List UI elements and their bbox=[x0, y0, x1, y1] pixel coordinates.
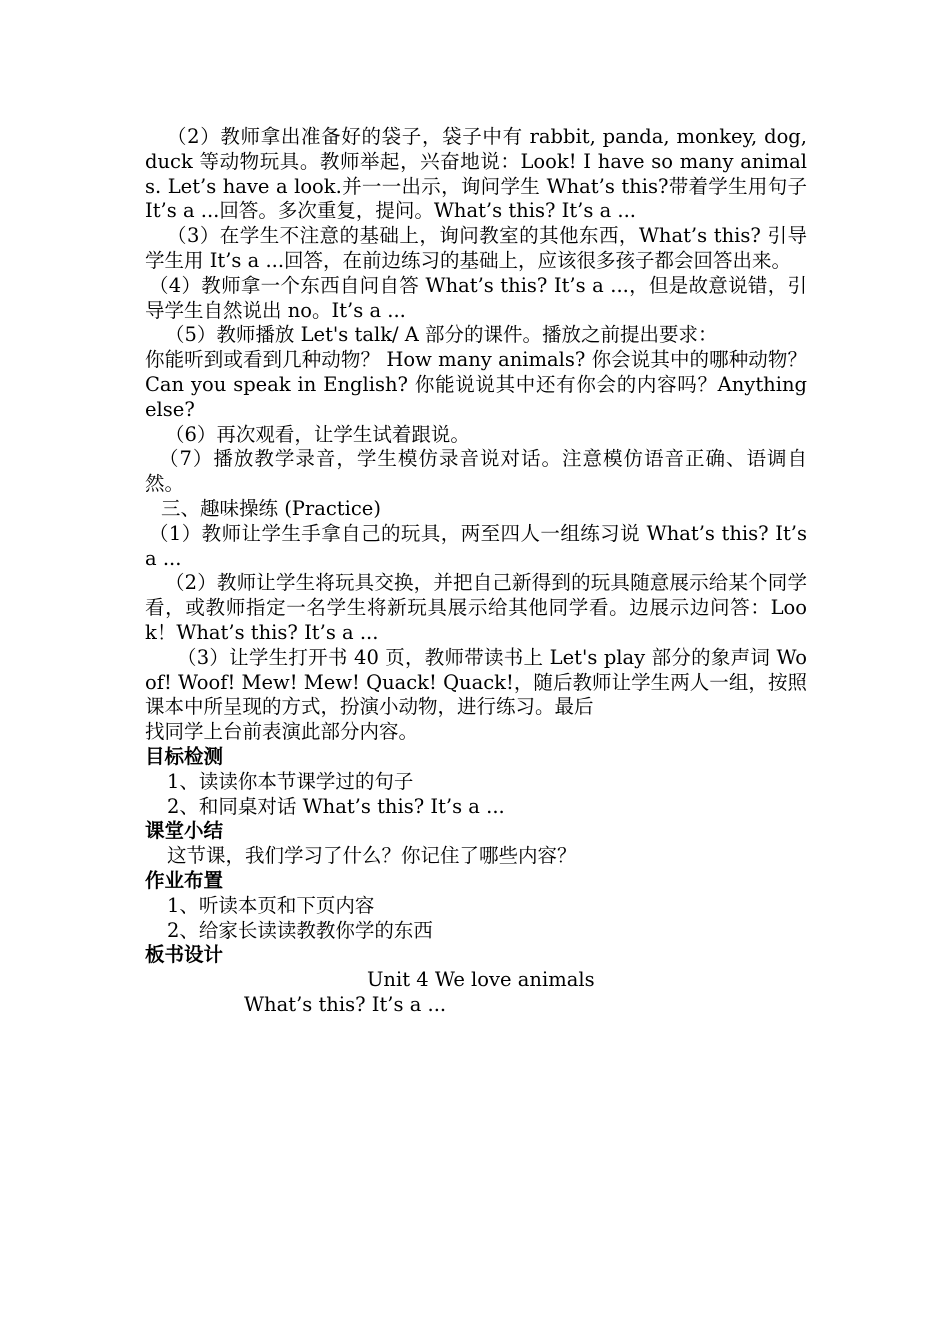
homework-heading: 作业布置 bbox=[145, 868, 224, 892]
paragraph-step-5: （5）教师播放 Let's talk/ A 部分的课件。播放之前提出要求： bbox=[165, 323, 718, 347]
paragraph-step-6: （6）再次观看，让学生试着跟说。 bbox=[165, 422, 470, 446]
board-heading: 板书设计 bbox=[145, 943, 224, 967]
summary-text: 这节课，我们学习了什么？你记住了哪些内容？ bbox=[167, 844, 577, 868]
paragraph-practice-3: （3）让学生打开书 40 页，教师带读书上 Let's play 部分的象声词 Woof! Woof! Mew! Mew! Quack! Quack!，随后教师让学生两人一组，按照课本中所呈现的方式，扮演小动物，进行练习。最后 bbox=[145, 645, 807, 719]
summary-heading: 课堂小结 bbox=[145, 819, 224, 843]
section-practice-title: 三、趣味操练 (Practice) bbox=[161, 496, 381, 520]
document-body bbox=[145, 125, 807, 1018]
paragraph-practice-3-end: 找同学上台前表演此部分内容。 bbox=[145, 720, 419, 744]
goals-heading: 目标检测 bbox=[145, 744, 224, 768]
goals-item-1: 1、读读你本节课学过的句子 bbox=[167, 769, 414, 793]
paragraph-step-7: （7）播放教学录音，学生模仿录音说对话。注意模仿语音正确、语调自然。 bbox=[145, 447, 807, 496]
homework-item-2: 2、给家长读读教教你学的东西 bbox=[167, 918, 433, 942]
paragraph-step-3: （3）在学生不注意的基础上，询问教室的其他东西，What’s this? 引导学生用 It’s a ...回答，在前边练习的基础上，应该很多孩子都会回答出来。 bbox=[145, 224, 807, 272]
paragraph-practice-1: （1）教师让学生手拿自己的玩具，两至四人一组练习说 What’s this? It’s a ... bbox=[145, 521, 807, 570]
board-sentence-pattern: What’s this? It’s a ... bbox=[244, 992, 447, 1016]
paragraph-step-2: （2）教师拿出准备好的袋子，袋子中有 rabbit, panda, monkey, dog, duck 等动物玩具。教师举起，兴奋地说：Look! I have so many animals. Let’s have a look.并一一出示，询问学生 What’s this?带着学生用句子 It’s a ...回答。多次重复，提问。What’s this? It’s a ... bbox=[145, 125, 807, 223]
paragraph-practice-2: （2）教师让学生将玩具交换，并把自己新得到的玩具随意展示给某个同学看，或教师指定一名学生将新玩具展示给其他同学看。边展示边问答：Look！What’s this? It’s a ... bbox=[145, 571, 807, 644]
paragraph-step-4: （4）教师拿一个东西自问自答 What’s this? It’s a ...，但是故意说错，引导学生自然说出 no。It’s a ... bbox=[145, 273, 807, 322]
homework-item-1: 1、听读本页和下页内容 bbox=[167, 893, 375, 917]
paragraph-step-5-questions: 你能听到或看到几种动物？ How many animals? 你会说其中的哪种动物？ Can you speak in English? 你能说说其中还有你会的内容吗？Anything else? bbox=[145, 348, 807, 421]
goals-item-2: 2、和同桌对话 What’s this? It’s a ... bbox=[167, 794, 505, 818]
board-unit-title: Unit 4 We love animals bbox=[367, 968, 595, 992]
